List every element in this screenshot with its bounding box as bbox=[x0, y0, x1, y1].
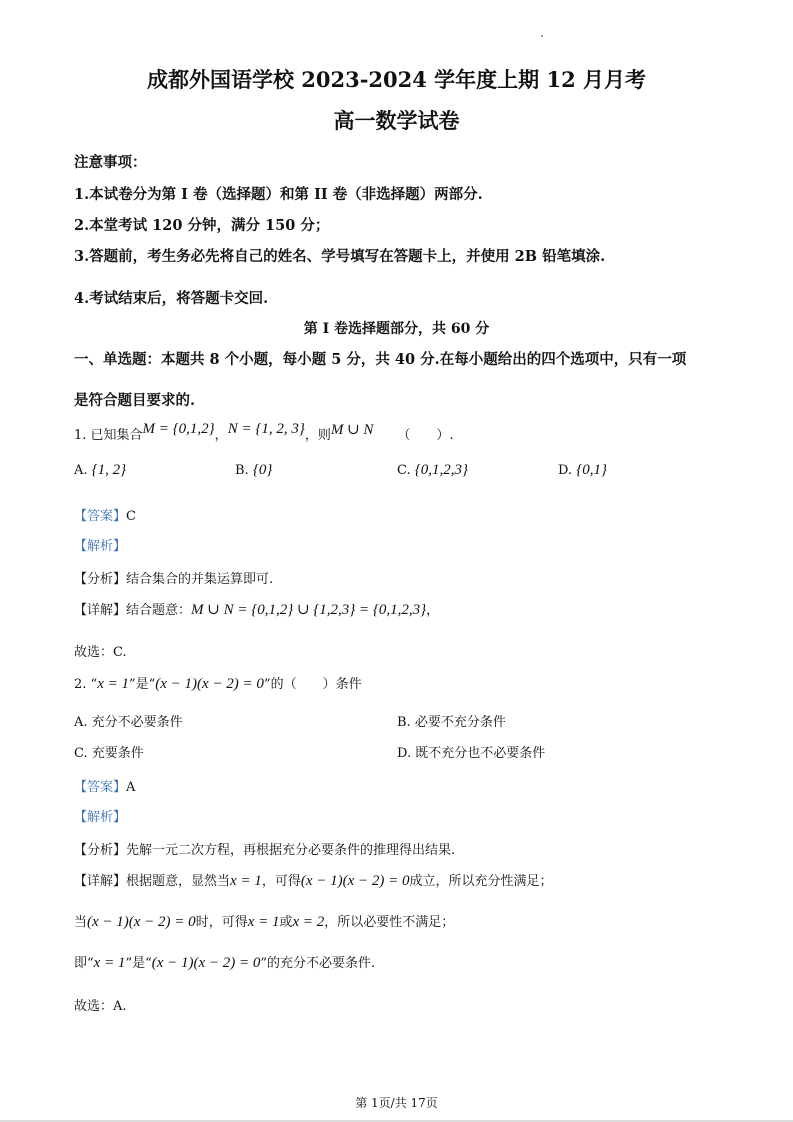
q2-xiangjie-line1 bbox=[74, 870, 553, 890]
xiangjie-text: 即“ bbox=[74, 956, 94, 971]
option-label: B. bbox=[397, 715, 411, 730]
xiangjie-text: 成立，所以充分性满足； bbox=[409, 874, 553, 889]
q1-option-c bbox=[397, 462, 468, 479]
xiangjie-prefix: 结合题意： bbox=[126, 603, 192, 618]
xiangjie-text: 根据题意，显然当 bbox=[126, 874, 231, 889]
option-value: 充要条件 bbox=[91, 746, 144, 761]
q1-set-n: N = {1, 2, 3} bbox=[227, 421, 305, 437]
xiangjie-text: 时，可得 bbox=[195, 915, 248, 930]
q2-option-a bbox=[74, 711, 183, 730]
q1-stem bbox=[74, 421, 454, 444]
option-label: D. bbox=[397, 746, 412, 761]
q2-option-c bbox=[74, 742, 144, 761]
option-value: 既不充分也不必要条件 bbox=[415, 746, 546, 761]
q2-answer bbox=[74, 776, 135, 795]
q2-stem bbox=[74, 673, 362, 693]
option-value: {0,1} bbox=[576, 462, 607, 478]
option-value: {0,1,2,3} bbox=[414, 462, 469, 478]
xiangjie-tag: 【详解】 bbox=[74, 603, 127, 618]
xiangjie-text: ，所以必要性不满足； bbox=[324, 915, 455, 930]
q1-xiangjie bbox=[74, 599, 439, 619]
page-footer: 第 1页/共 17页 bbox=[355, 1096, 438, 1110]
option-value: 必要不充分条件 bbox=[414, 715, 506, 730]
q1-analysis-tag: 【解析】 bbox=[74, 539, 127, 554]
xiangjie-math: x = 1 bbox=[230, 873, 262, 889]
q1-option-a bbox=[74, 462, 126, 479]
xiangjie-math: x = 1 bbox=[93, 955, 126, 971]
fenxi-text: 结合集合的并集运算即可. bbox=[126, 572, 274, 587]
q2-conclusion: 故选：A. bbox=[74, 999, 127, 1014]
answer-value: C bbox=[126, 509, 136, 524]
xiangjie-math: x = 2 bbox=[292, 914, 325, 930]
q2-stem-text: 2. “ bbox=[74, 677, 98, 692]
option-value: 充分不必要条件 bbox=[91, 715, 183, 730]
q1-paren: （ ）. bbox=[397, 428, 454, 443]
xiangjie-tag: 【详解】 bbox=[74, 874, 127, 889]
section-instruction-cont: 是符合题目要求的. bbox=[74, 392, 196, 409]
q2-xiangjie-line3 bbox=[74, 952, 375, 972]
fenxi-tag: 【分析】 bbox=[74, 572, 127, 587]
option-label: A. bbox=[74, 463, 88, 478]
fenxi-tag: 【分析】 bbox=[74, 843, 127, 858]
xiangjie-suffix: ， bbox=[426, 603, 440, 618]
answer-tag: 【答案】 bbox=[74, 509, 127, 524]
q2-analysis-tag: 【解析】 bbox=[74, 810, 127, 825]
xiangjie-math: x = 1 bbox=[247, 914, 280, 930]
xiangjie-text: ，可得 bbox=[261, 874, 301, 889]
notice-item: 2.本堂考试 120 分钟，满分 150 分； bbox=[74, 217, 330, 234]
xiangjie-math: (x − 1)(x − 2) = 0 bbox=[151, 955, 261, 971]
q1-set-m: M = {0,1,2} bbox=[142, 421, 215, 437]
part-title: 第 I 卷选择题部分，共 60 分 bbox=[303, 321, 490, 337]
q1-stem-prefix: 1. 已知集合 bbox=[74, 428, 143, 443]
option-value: {1, 2} bbox=[91, 462, 127, 478]
xiangjie-math: (x − 1)(x − 2) = 0 bbox=[87, 914, 196, 930]
option-value: {0} bbox=[252, 462, 273, 478]
q2-xiangjie-line2 bbox=[74, 911, 454, 931]
q2-stem-math: (x − 1)(x − 2) = 0 bbox=[155, 676, 264, 692]
option-label: C. bbox=[397, 463, 411, 478]
option-label: C. bbox=[74, 746, 88, 761]
answer-value: A bbox=[126, 780, 136, 795]
q1-expr: M ∪ N bbox=[330, 422, 374, 438]
q2-stem-math: x = 1 bbox=[97, 676, 129, 692]
q1-then: ，则 bbox=[304, 428, 331, 443]
q1-fenxi bbox=[74, 568, 273, 587]
q1-option-b bbox=[235, 462, 272, 479]
q2-stem-text: ”是“ bbox=[128, 677, 156, 692]
option-label: A. bbox=[74, 715, 88, 730]
option-label: D. bbox=[558, 463, 573, 478]
option-label: B. bbox=[235, 463, 249, 478]
q1-answer bbox=[74, 505, 136, 524]
q1-comma: ， bbox=[214, 428, 228, 443]
xiangjie-text: ”的充分不必要条件. bbox=[260, 956, 376, 971]
notice-item: 1.本试卷分为第 I 卷（选择题）和第 II 卷（非选择题）两部分. bbox=[74, 186, 483, 203]
q2-fenxi bbox=[74, 839, 455, 858]
xiangjie-math: M ∪ N = {0,1,2} ∪ {1,2,3} = {0,1,2,3} bbox=[191, 602, 427, 618]
section-instruction: 一、单选题：本题共 8 个小题，每小题 5 分，共 40 分.在每小题给出的四个选项中，只有一项 bbox=[74, 351, 687, 368]
xiangjie-text: 或 bbox=[279, 915, 293, 930]
scan-dot bbox=[541, 35, 543, 37]
exam-subtitle: 高一数学试卷 bbox=[333, 108, 460, 133]
q2-stem-text: ”的（ ）条件 bbox=[263, 677, 362, 692]
notice-item: 4.考试结束后，将答题卡交回. bbox=[74, 290, 269, 307]
q2-option-b bbox=[397, 711, 506, 730]
notice-item: 3.答题前，考生务必先将自己的姓名、学号填写在答题卡上，并使用 2B 铅笔填涂. bbox=[74, 248, 606, 265]
notice-heading: 注意事项： bbox=[74, 154, 147, 171]
xiangjie-math: (x − 1)(x − 2) = 0 bbox=[300, 873, 410, 889]
exam-title: 成都外国语学校 2023-2024 学年度上期 12 月月考 bbox=[146, 67, 647, 92]
xiangjie-text: ”是“ bbox=[125, 956, 152, 971]
answer-tag: 【答案】 bbox=[74, 780, 127, 795]
q2-option-d bbox=[397, 742, 545, 761]
fenxi-text: 先解一元二次方程，再根据充分必要条件的推理得出结果. bbox=[126, 843, 456, 858]
q1-conclusion: 故选：C. bbox=[74, 645, 127, 660]
q1-option-d bbox=[558, 462, 607, 479]
xiangjie-text: 当 bbox=[74, 915, 88, 930]
